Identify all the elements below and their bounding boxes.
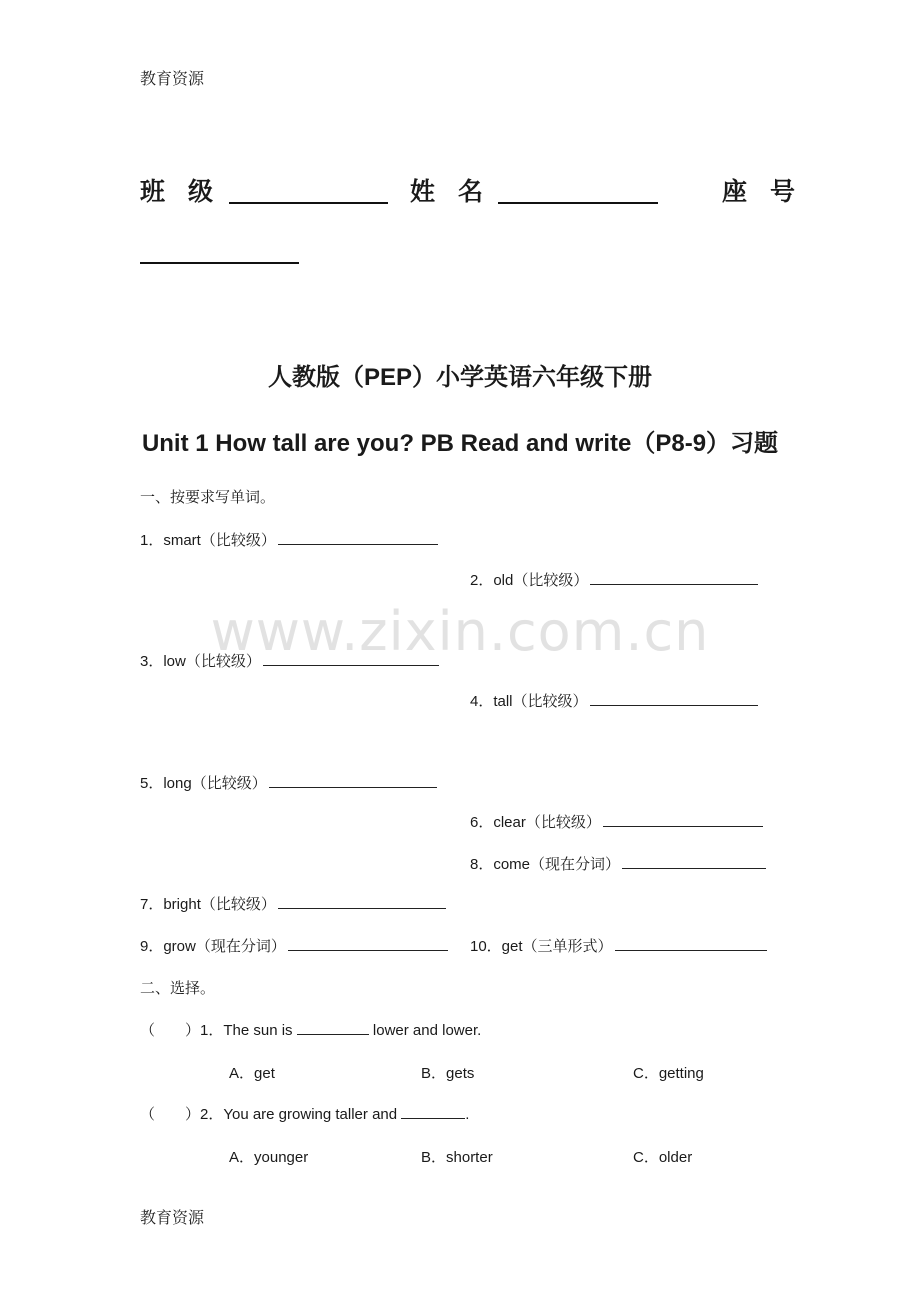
item-label: 6．clear（比较级）: [470, 814, 601, 831]
option-b[interactable]: B．gets: [421, 1065, 475, 1082]
question-stem: You are growing taller and: [223, 1106, 398, 1123]
item-label: 5．long（比较级）: [140, 775, 267, 792]
answer-paren[interactable]: （ ）: [140, 1022, 201, 1039]
option-a[interactable]: A．get: [229, 1065, 275, 1082]
option-b[interactable]: B．shorter: [421, 1149, 493, 1166]
option-c[interactable]: C．getting: [633, 1065, 704, 1082]
answer-blank[interactable]: [590, 691, 758, 706]
choice-question: [140, 1019, 481, 1040]
answer-blank[interactable]: [278, 894, 446, 909]
option-a[interactable]: A．younger: [229, 1149, 309, 1166]
item-label: 7．bright（比较级）: [140, 896, 276, 913]
answer-paren[interactable]: （ ）: [140, 1106, 201, 1123]
question-number: 1．: [200, 1022, 224, 1039]
word-item: [470, 935, 767, 956]
item-label: 10．get（三单形式）: [470, 938, 613, 955]
word-item: [140, 529, 438, 550]
worksheet-title: 人教版（PEP）小学英语六年级下册: [267, 364, 653, 391]
item-label: 1．smart（比较级）: [140, 532, 276, 549]
seat-blank[interactable]: [140, 240, 299, 264]
name-label: 姓 名: [410, 178, 491, 206]
page-footer: 教育资源: [140, 1210, 205, 1227]
item-label: 8．come（现在分词）: [470, 856, 621, 873]
answer-blank: [401, 1104, 465, 1119]
item-label: 3．low（比较级）: [140, 653, 261, 670]
word-item: [140, 772, 437, 793]
word-item: [470, 853, 766, 874]
answer-blank[interactable]: [269, 773, 437, 788]
word-item: [140, 893, 446, 914]
class-blank[interactable]: [229, 180, 388, 204]
question-stem: .: [465, 1106, 470, 1123]
word-item: [470, 569, 758, 590]
answer-blank[interactable]: [603, 812, 763, 827]
answer-blank[interactable]: [263, 651, 439, 666]
page-header: 教育资源: [140, 71, 205, 88]
class-label: 班 级: [140, 178, 221, 206]
answer-blank[interactable]: [622, 854, 766, 869]
word-item: [140, 650, 439, 671]
answer-blank[interactable]: [278, 530, 438, 545]
question-stem: The sun is: [223, 1022, 293, 1039]
option-c[interactable]: C．older: [633, 1149, 693, 1166]
answer-blank: [297, 1020, 369, 1035]
word-item: [470, 811, 763, 832]
choice-question: [140, 1103, 469, 1124]
item-label: 4．tall（比较级）: [470, 693, 588, 710]
watermark: www.zixin.com.cn: [210, 600, 710, 663]
word-item: [140, 935, 448, 956]
seat-label: 座 号: [722, 178, 803, 206]
answer-blank[interactable]: [615, 936, 767, 951]
answer-blank[interactable]: [288, 936, 448, 951]
question-number: 2．: [200, 1106, 224, 1123]
item-label: 9．grow（现在分词）: [140, 938, 286, 955]
answer-blank[interactable]: [590, 570, 758, 585]
question-stem: lower and lower.: [372, 1022, 482, 1039]
item-label: 2．old（比较级）: [470, 572, 589, 589]
section1-heading: 一、按要求写单词。: [140, 489, 276, 506]
worksheet-subtitle: Unit 1 How tall are you? PB Read and write（P8-9）习题: [141, 430, 779, 457]
name-blank[interactable]: [498, 180, 658, 204]
word-item: [470, 690, 758, 711]
section2-heading: 二、选择。: [140, 980, 216, 997]
